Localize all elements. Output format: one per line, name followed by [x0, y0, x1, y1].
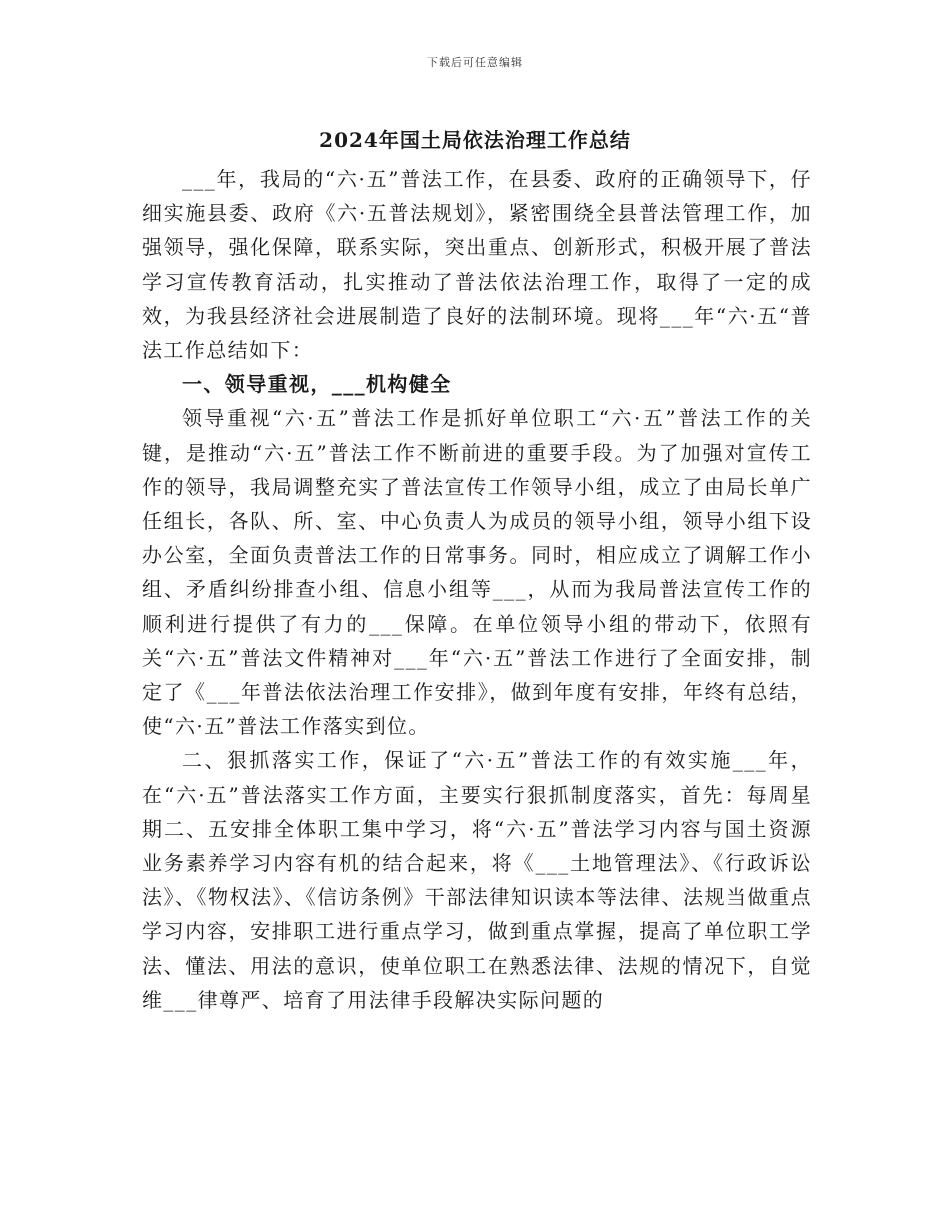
document-body — [142, 162, 812, 1017]
section-heading-1: 一、领导重视，___机构健全 — [182, 372, 452, 397]
document-title: 2024年国土局依法治理工作总结 — [319, 128, 631, 152]
section-2-paragraph: 二、狠抓落实工作，保证了“六·五”普法工作的有效实施___年，在“六·五”普法落实工作方面，主要实行狠抓制度落实，首先：每周星期二、五安排全体职工集中学习，将“六·五”普法学习内容与国土资源业务素养学习内容有机的结合起来，将《___土地管理法》、《行政诉讼法》、《物权法》、《信访条例》干部法律知识读本等法律、法规当做重点学习内容，安排职工进行重点学习，做到重点掌握，提高了单位职工学法、懂法、用法的意识，使单位职工在熟悉法律、法规的情况下，自觉维___律尊严、培育了用法律手段解决实际问题的 — [142, 748, 812, 1012]
intro-paragraph: ___年，我局的“六·五”普法工作，在县委、政府的正确领导下，仔细实施县委、政府《六·五普法规划》，紧密围绕全县普法管理工作，加强领导，强化保障，联系实际，突出重点、创新形式，积极开展了普法学习宣传教育活动，扎实推动了普法依法治理工作，取得了一定的成效，为我县经济社会进展制造了良好的法制环境。现将___年“六·五“普法工作总结如下： — [142, 167, 812, 363]
section-1-paragraph: 领导重视“六·五”普法工作是抓好单位职工“六·五”普法工作的关键，是推动“六·五”普法工作不断前进的重要手段。为了加强对宣传工作的领导，我局调整充实了普法宣传工作领导小组，成立了由局长单广任组长，各队、所、室、中心负责人为成员的领导小组，领导小组下设办公室，全面负责普法工作的日常事务。同时，相应成立了调解工作小组、矛盾纠纷排查小组、信息小组等___，从而为我局普法宣传工作的顺利进行提供了有力的___保障。在单位领导小组的带动下，依照有关“六·五”普法文件精神对___年“六·五”普法工作进行了全面安排，制定了《___年普法依法治理工作安排》，做到年度有安排，年终有总结，使“六·五”普法工作落实到位。 — [142, 406, 812, 739]
header-note: 下载后可任意编辑 — [427, 56, 523, 69]
